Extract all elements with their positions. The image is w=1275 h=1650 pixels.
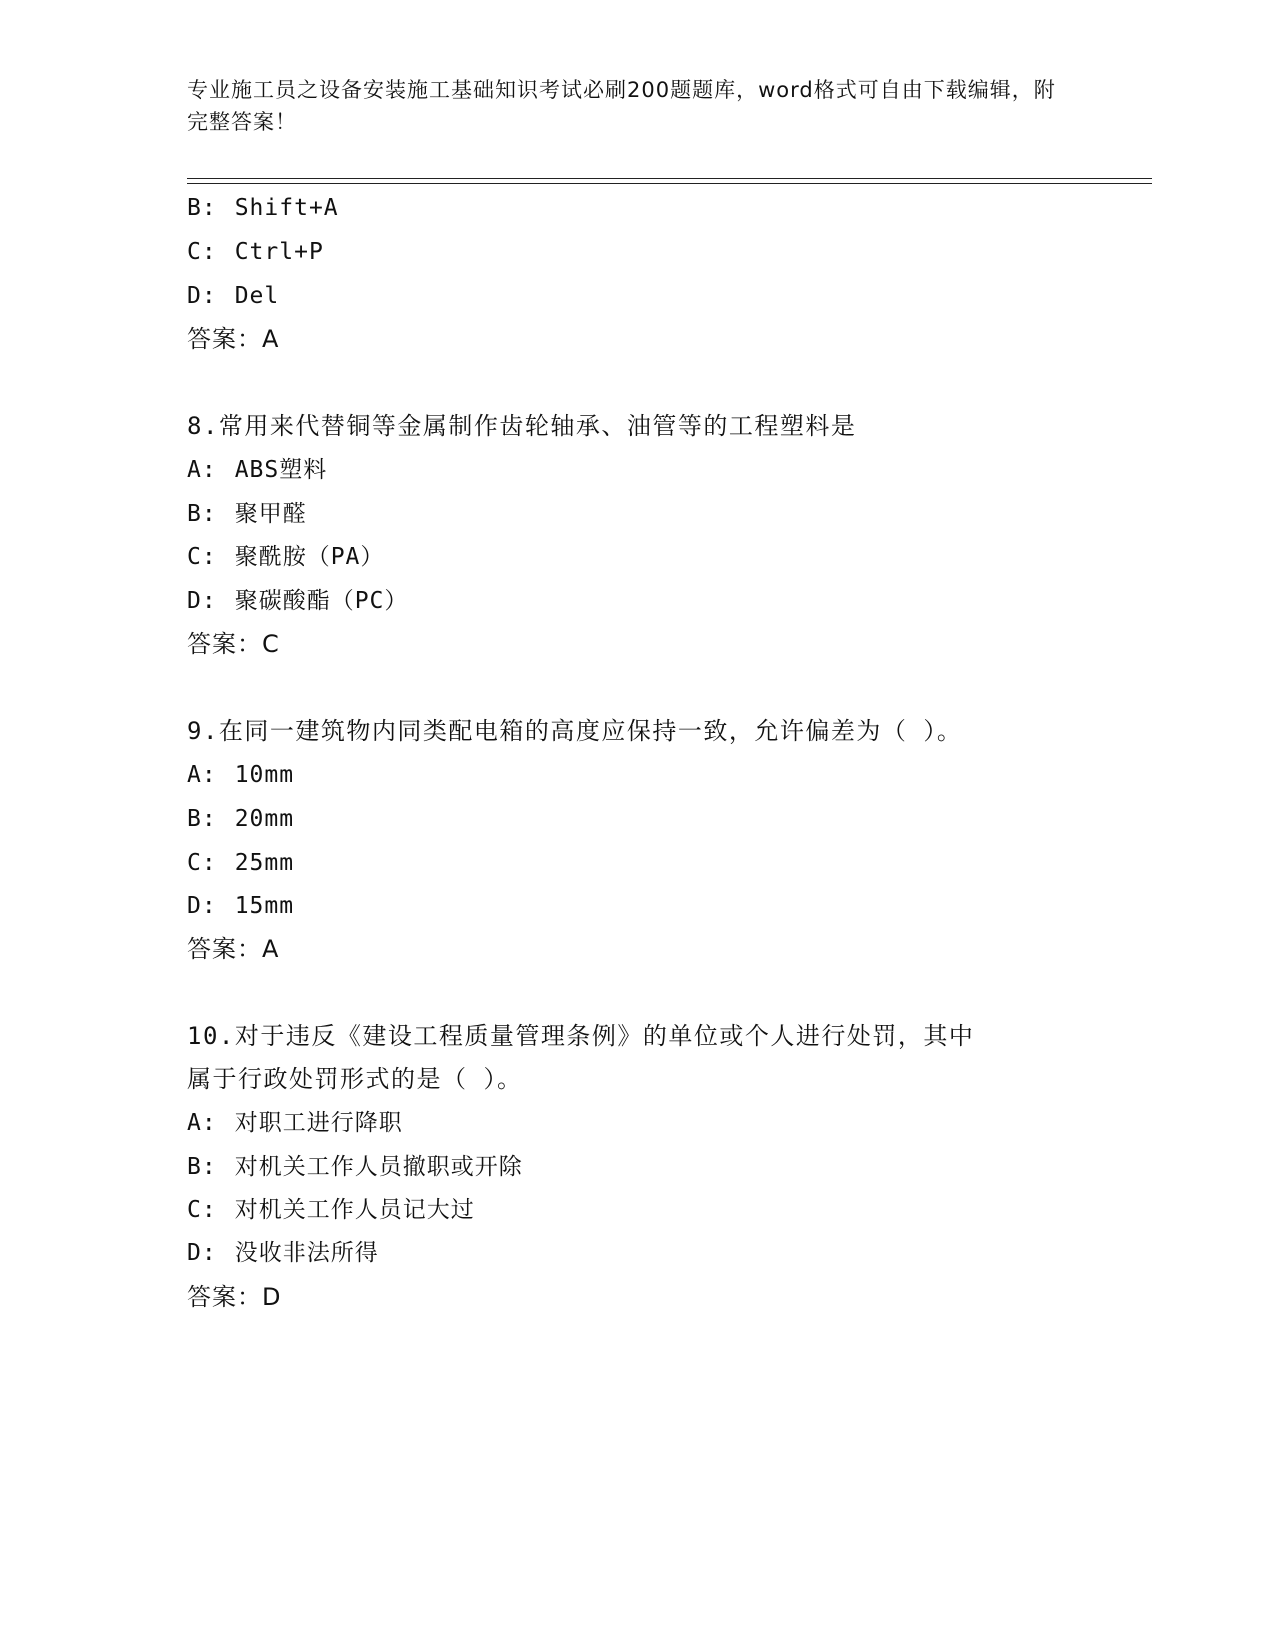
option-text: 25mm <box>234 850 295 876</box>
option-text: 聚碳酸酯（PC） <box>234 588 409 614</box>
option-text: 对职工进行降职 <box>234 1110 403 1136</box>
answer-line: 答案：D <box>187 1283 282 1311</box>
option-text: 聚甲醛 <box>234 501 307 527</box>
question-text: 8.常用来代替铜等金属制作齿轮轴承、油管等的工程塑料是 <box>187 412 857 440</box>
option-row <box>187 848 294 878</box>
option-label: C: <box>187 239 217 265</box>
option-label: D: <box>187 893 217 919</box>
option-row <box>187 455 327 485</box>
option-row <box>187 760 294 790</box>
option-row <box>187 1195 475 1225</box>
option-text: 20mm <box>234 806 295 832</box>
option-text: ABS塑料 <box>234 457 328 483</box>
option-label: B: <box>187 501 217 527</box>
option-text: 对机关工作人员记大过 <box>234 1197 475 1223</box>
question-text: 9.在同一建筑物内同类配电箱的高度应保持一致，允许偏差为（ ）。 <box>187 717 963 745</box>
header-divider-bottom <box>187 183 1152 184</box>
option-text: 没收非法所得 <box>234 1240 379 1266</box>
option-row <box>187 1238 379 1268</box>
option-label: D: <box>187 283 217 309</box>
option-text: Shift+A <box>234 195 339 221</box>
option-row <box>187 1108 403 1138</box>
answer-line: 答案：A <box>187 935 280 963</box>
answer-line: 答案：A <box>187 325 280 353</box>
question-text-line2: 属于行政处罚形式的是（ ）。 <box>187 1065 523 1093</box>
option-label: B: <box>187 1154 217 1180</box>
option-label: A: <box>187 1110 217 1136</box>
option-row <box>187 281 279 311</box>
option-text: 10mm <box>234 762 295 788</box>
option-label: A: <box>187 457 217 483</box>
option-label: C: <box>187 850 217 876</box>
option-row <box>187 237 324 267</box>
option-label: C: <box>187 1197 217 1223</box>
option-label: D: <box>187 1240 217 1266</box>
option-row <box>187 542 384 572</box>
option-row <box>187 499 307 529</box>
option-text: 聚酰胺（PA） <box>234 544 385 570</box>
option-row <box>187 804 294 834</box>
option-row <box>187 586 408 616</box>
option-label: C: <box>187 544 217 570</box>
option-label: B: <box>187 806 217 832</box>
option-label: A: <box>187 762 217 788</box>
option-label: D: <box>187 588 217 614</box>
option-text: Del <box>234 283 280 309</box>
document-title: 专业施工员之设备安装施工基础知识考试必刷200题题库，word格式可自由下载编辑，附完整答案！ <box>187 78 1056 134</box>
option-text: Ctrl+P <box>234 239 324 265</box>
option-label: B: <box>187 195 217 221</box>
question-text-line1: 10.对于违反《建设工程质量管理条例》的单位或个人进行处罚，其中 <box>187 1022 975 1050</box>
answer-line: 答案：C <box>187 630 280 658</box>
header-divider-top <box>187 178 1152 179</box>
option-text: 对机关工作人员撤职或开除 <box>234 1154 523 1180</box>
option-text: 15mm <box>234 893 295 919</box>
option-row <box>187 1152 523 1182</box>
option-row <box>187 891 294 921</box>
option-row <box>187 193 339 223</box>
